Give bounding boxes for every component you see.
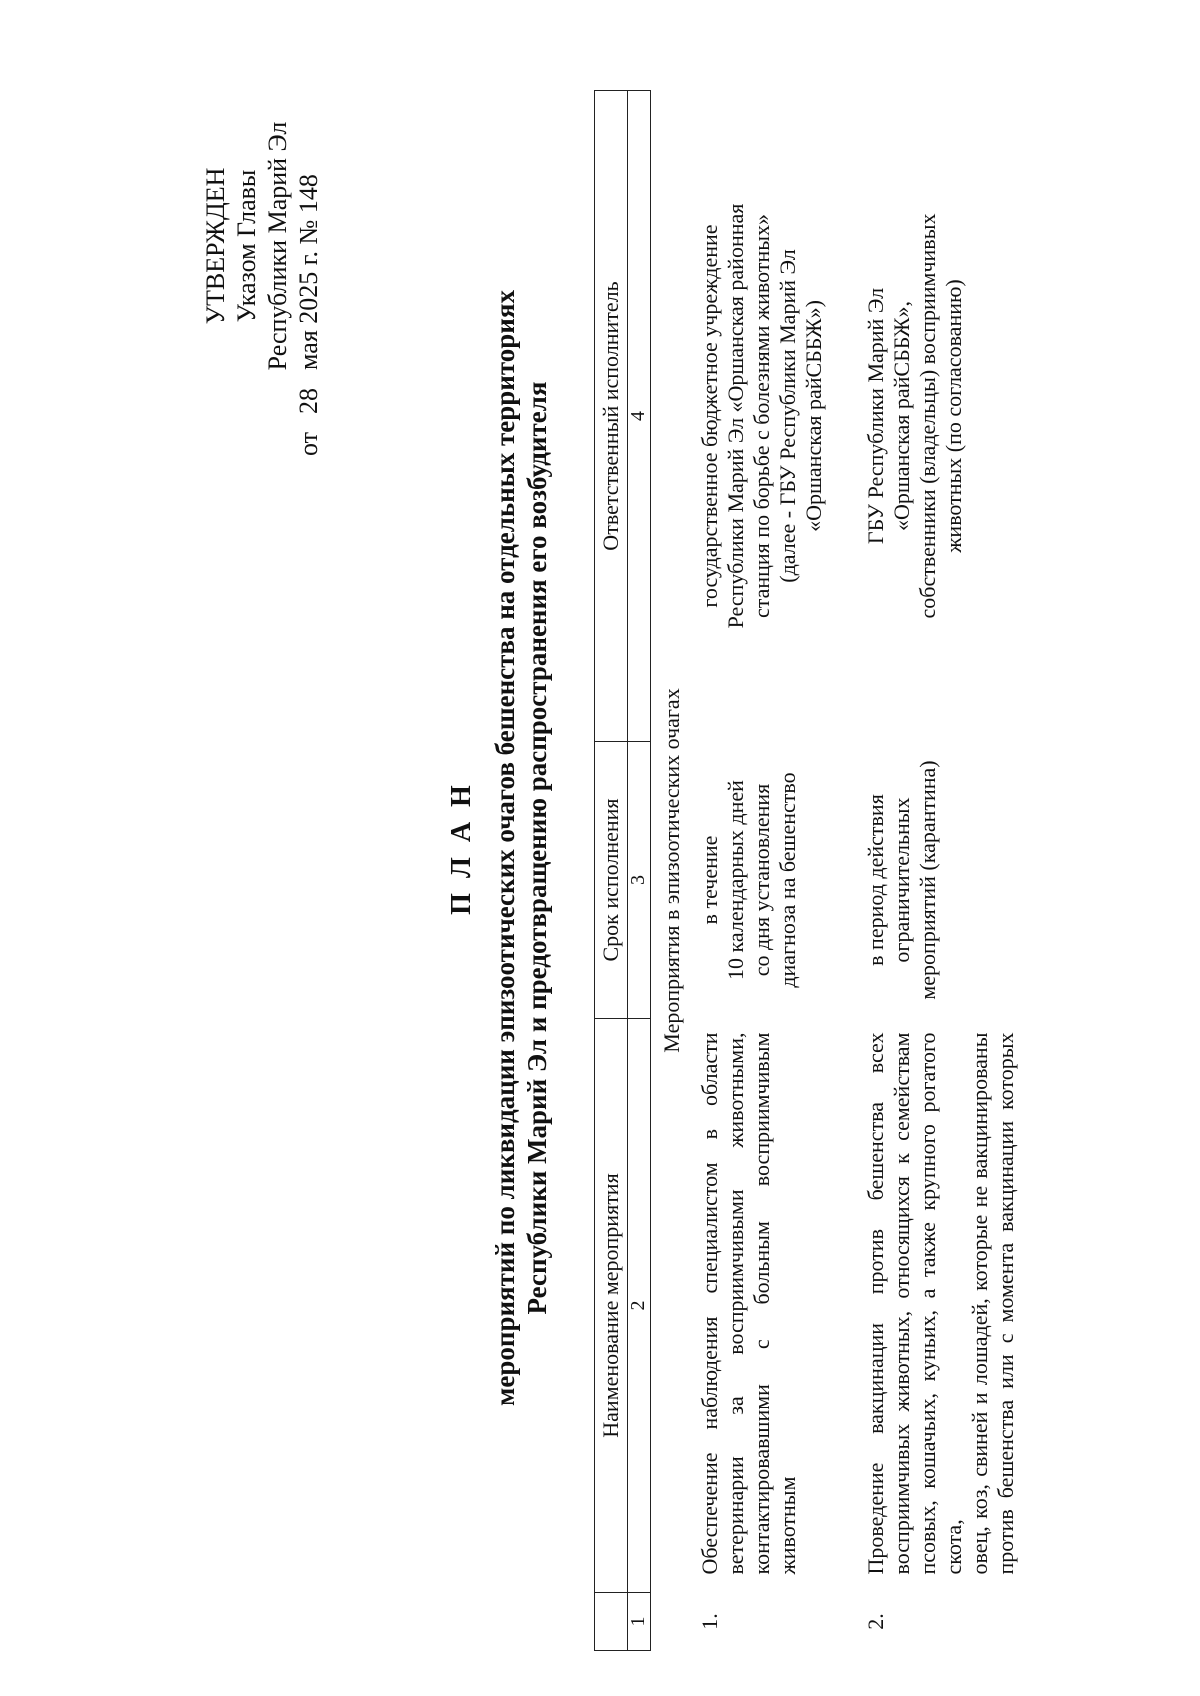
row-term-line: в течение (697, 835, 722, 925)
row-number: 2. (863, 1613, 888, 1630)
row-name-line: восприимчивых животных, относящихся к семействам (889, 1032, 914, 1575)
approval-line-1: УТВЕРЖДЕН (201, 167, 230, 325)
row-name-line: контактировавшими с больным восприимчивым животным (749, 1032, 800, 1575)
approval-line-4 (293, 36, 324, 456)
approval-line-2: Указом Главы (232, 169, 261, 323)
row-responsible-line: «Оршанская райСББЖ», (889, 301, 914, 532)
column-number-2: 2 (628, 1019, 651, 1593)
approval-date-prefix: от (294, 431, 323, 456)
row-term-line: мероприятий (карантина) (915, 760, 940, 1000)
row-responsible-line: «Оршанская райСББЖ») (801, 300, 826, 532)
column-number-3: 3 (628, 742, 651, 1019)
header-term: Срок исполнения (595, 742, 628, 1019)
row-term (695, 742, 835, 1019)
row-responsible (695, 91, 835, 742)
table-row (695, 91, 835, 1651)
document-subtitle-line-1: мероприятий по ликвидации эпизоотических очагов бешенства на отдельных территориях (490, 290, 520, 1406)
row-responsible (835, 91, 1019, 742)
row-responsible-line: ГБУ Республики Марий Эл (863, 287, 888, 545)
column-number-4: 4 (628, 91, 651, 742)
row-responsible-line: станция по борьбе с болезнями животных» (749, 213, 774, 619)
plan-table (594, 90, 1019, 1651)
row-responsible-line: государственное бюджетное учреждение (697, 224, 722, 608)
column-number-1: 1 (628, 1593, 651, 1651)
approval-line-3: Республики Марий Эл (263, 121, 292, 371)
table-row (835, 91, 1019, 1651)
row-term-line: ограничительных (889, 797, 914, 963)
row-name-line: Проведение вакцинации против бешенства всех (863, 1032, 888, 1575)
header-responsible: Ответственный исполнитель (595, 91, 628, 742)
row-name (835, 1019, 1019, 1593)
row-term-line: в период действия (863, 794, 888, 966)
row-responsible-line: животных (по согласованию) (941, 279, 966, 553)
row-name-line: против бешенства или с момента вакцинации которых (993, 1032, 1018, 1575)
row-name-line: Обеспечение наблюдения специалистом в области (697, 1032, 722, 1575)
row-term (835, 742, 1019, 1019)
document-title: П Л А Н (446, 781, 477, 915)
table-column-numbers-row (628, 91, 651, 1651)
row-name (695, 1019, 835, 1593)
row-term-line: 10 календарных дней (723, 780, 748, 980)
row-term-line: со дня установления (749, 783, 774, 977)
section-row (651, 91, 696, 1651)
row-number: 1. (697, 1613, 722, 1630)
row-responsible-line: (далее - ГБУ Республики Марий Эл (775, 249, 800, 583)
row-responsible-line: Республики Марий Эл «Оршанская районная (723, 203, 748, 629)
row-responsible-line: собственники (владельцы) восприимчивых (915, 213, 940, 619)
row-name-line: псовых, кошачьих, куньих, а также крупного рогатого скота, (915, 1032, 966, 1575)
row-name-line: ветеринарии за восприимчивыми животными, (723, 1032, 748, 1575)
document-subtitle-line-2: Республики Марий Эл и предотвращению распространения его возбудителя (522, 381, 552, 1315)
approval-date-rest: мая 2025 г. № 148 (294, 174, 323, 370)
section-title: Мероприятия в эпизоотических очагах (659, 688, 684, 1053)
table-header-row (595, 91, 628, 1651)
header-name: Наименование мероприятия (595, 1019, 628, 1593)
row-term-line: диагноза на бешенство (775, 772, 800, 988)
approval-stamp (200, 36, 324, 456)
header-num (595, 1593, 628, 1651)
row-name-line: овец, коз, свиней и лошадей, которые не вакцинированы (967, 1032, 992, 1575)
approval-date-day: 28 (294, 387, 323, 414)
